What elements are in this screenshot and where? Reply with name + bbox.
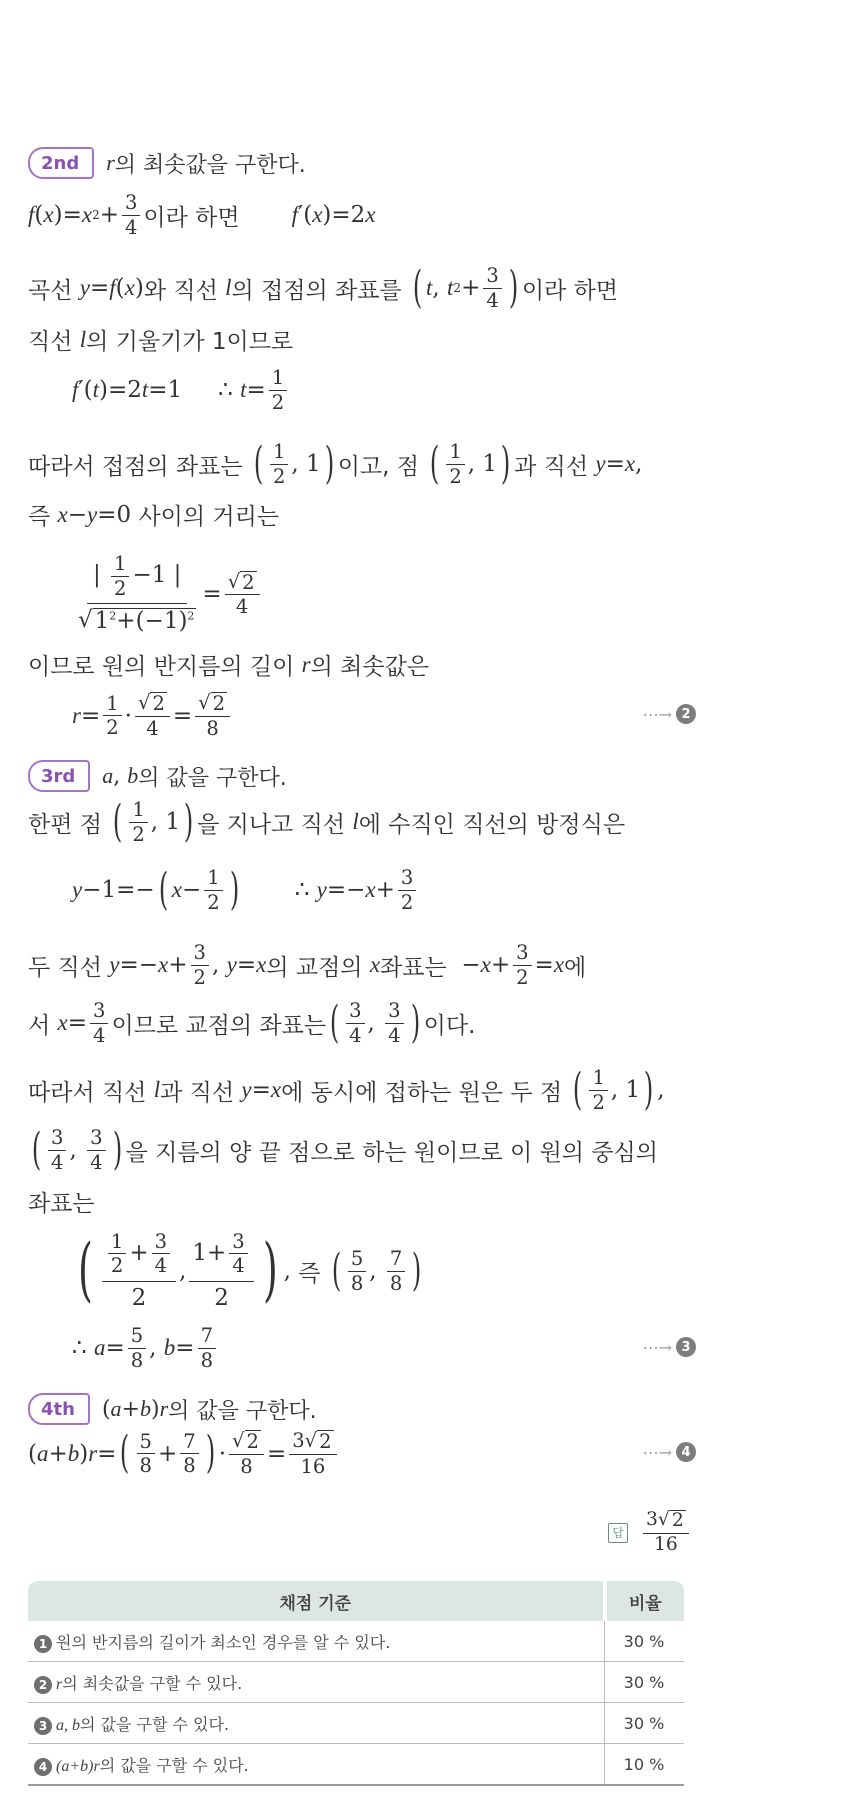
answer-label: 답	[608, 1523, 628, 1543]
text-line: 좌표는	[28, 1191, 95, 1217]
text-line: 따라서 접점의 좌표는 ( $\frac{1}{2}$ , 1 ) 이고, 점 ( $\frac{1}{2}$ , 1 ) 과 직선 y = x ,	[28, 437, 643, 489]
table-header: 채점 기준	[28, 1581, 605, 1621]
table-row: 3 a, b의 값을 구할 수 있다. 30 %	[28, 1703, 684, 1744]
text-line: 서 x = $\frac{3}{4}$ 이므로 교점의 좌표는 ( $\frac{3}{4}$ , $\frac{3}{4}$ ) 이다.	[28, 996, 476, 1048]
text-line: 직선 l 의 기울기가 1이므로	[28, 326, 294, 355]
step-marker: ⋯→ 2	[643, 704, 696, 724]
math-line: y −1=− ( x − $\frac{1}{2}$ ) ∴ y =− x + $\frac{3}{2}$	[72, 867, 419, 913]
step-title: 의 최솟값을 구한다.	[114, 152, 306, 178]
scoring-table	[28, 1581, 684, 1786]
text-line: ( $\frac{3}{4}$ , $\frac{3}{4}$ ) 을 지름의 양 끝 점으로 하는 원이므로 이 원의 중심의	[31, 1123, 658, 1175]
text-line: 따라서 직선 l 과 직선 y = x 에 동시에 접하는 원은 두 점 ( $\frac{1}{2}$ , 1 ) ,	[28, 1063, 665, 1115]
step-marker: ⋯→ 3	[643, 1337, 696, 1357]
distance-formula: | $\frac{1}{2}$ −1 | √ $1^2+(-1)^2$ = √ 2 4	[72, 548, 263, 640]
text-line: 이므로 원의 반지름의 길이 r 의 최솟값은	[28, 651, 430, 680]
text-line: 두 직선 y =− x + $\frac{3}{2}$ , y = x 의 교점의 x 좌표는 − x + $\frac{3}{2}$ = x 에	[28, 941, 587, 989]
table-row: 1 원의 반지름의 길이가 최소인 경우를 알 수 있다. 30 %	[28, 1621, 684, 1662]
math-line: f ( x )= x 2 + $\frac{3}{4}$ 이라 하면 f ′( x )=2 x	[28, 191, 376, 239]
step-3-header: 3rd a , b 의 값을 구한다.	[28, 760, 287, 792]
answer: 답 3√ 2 16	[608, 1510, 692, 1555]
table-row: 4 (a+b)r의 값을 구할 수 있다. 10 %	[28, 1744, 684, 1786]
step-marker: ⋯→ 4	[643, 1442, 696, 1462]
text-line: 즉 x − y =0 사이의 거리는	[28, 501, 280, 530]
math-line: ∴ a = $\frac{5}{8}$ , b = $\frac{7}{8}$	[72, 1325, 219, 1371]
math-line: r = $\frac{1}{2}$ · √ 2 4 = √ 2 8	[72, 692, 233, 739]
text-line: 한편 점 ( $\frac{1}{2}$ , 1 ) 을 지나고 직선 l 에 수직인 직선의 방정식은	[28, 795, 626, 847]
math-line: f ′( t )=2 t =1 ∴ t = $\frac{1}{2}$	[72, 367, 290, 413]
step-badge: 2nd	[28, 147, 94, 179]
step-4-header: 4th ( a + b ) r 의 값을 구한다.	[28, 1393, 317, 1425]
text-line: 곡선 y = f ( x ) 와 직선 l 의 접점의 좌표를 ( t , t 2 + $\frac{3}{4}$ ) 이라 하면	[28, 261, 619, 313]
step-2-header: 2nd r 의 최솟값을 구한다.	[28, 147, 306, 179]
table-header: 비율	[605, 1581, 685, 1621]
math-line: ( a + b ) r = ( $\frac{5}{8}$ + $\frac{7}{8}$ ) · √ 2 8 = 3√ 2 16	[28, 1430, 340, 1477]
table-row: 2 r의 최솟값을 구할 수 있다. 30 %	[28, 1662, 684, 1703]
center-formula: ( $\frac{1}{2}$ + $\frac{3}{4}$ 2 , 1+ $\frac{3}{4}$ 2 ) , 즉 ( $\frac{5}{8}$ , $\frac{7}{8}$ )	[78, 1229, 422, 1311]
